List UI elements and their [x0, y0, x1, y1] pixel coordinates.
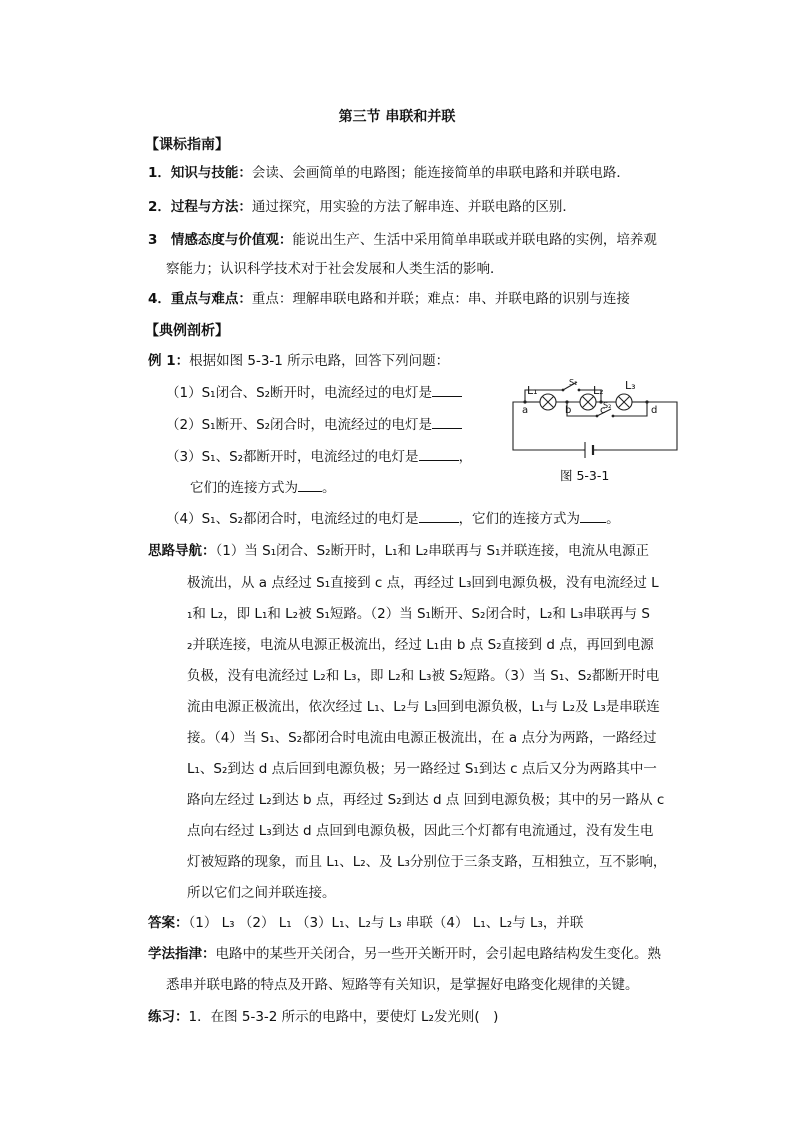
analysis-line: ₁和 L₂，即 L₁和 L₂被 S₁短路。（2）当 S₁断开、S₂闭合时，L₂和 L₃串联再与 S: [187, 606, 650, 622]
question-2-text: （2）S₁断开、S₂闭合时，电流经过的电灯是: [166, 417, 433, 433]
analysis-line: 所以它们之间并联连接。: [187, 885, 336, 901]
label-d: d: [651, 405, 658, 416]
analysis-label: 思路导航：: [148, 543, 216, 559]
method-text: 电路中的某些开关闭合，另一些开关断开时，会引起电路结构发生变化。熟: [215, 946, 661, 962]
analysis-line: L₁、S₂到达 d 点后回到电源负极；另一路经过 S₁到达 c 点后又分为两路其中一: [187, 761, 657, 777]
question-4-end: 。: [606, 511, 620, 527]
label-c: c: [600, 405, 606, 416]
label-s1: S₁: [569, 378, 578, 387]
question-3b-text: 它们的连接方式为: [190, 480, 298, 496]
label-s2: S₂: [603, 401, 612, 410]
example-1-text: 根据如图 5-3-1 所示电路，回答下列问题：: [189, 353, 450, 369]
guide-item-2-label: 2．过程与方法：: [148, 199, 252, 215]
figure-caption: 图 5-3-1: [560, 468, 610, 483]
practice-label: 练习：: [148, 1009, 189, 1025]
analysis-line: 接。（4）当 S₁、S₂都闭合时电流由电源正极流出，在 a 点分为两路，一路经过: [187, 730, 657, 746]
section-heading-examples: 【典例剖析】: [145, 323, 229, 339]
analysis-line: 极流出，从 a 点经过 S₁直接到 c 点，再经过 L₃回到电源负极，没有电流经过 L: [187, 575, 659, 591]
practice-line: [148, 1008, 498, 1026]
question-3: [166, 448, 472, 466]
label-l3: L₃: [625, 379, 636, 392]
answer-blank: [580, 510, 606, 523]
question-1-text: （1）S₁闭合、S₂断开时，电流经过的电灯是: [166, 385, 433, 401]
answer-blank: [432, 416, 462, 429]
analysis-line: ₂并联连接，电流从电源正极流出，经过 L₁由 b 点 S₂直接到 d 点，再回到电源: [187, 637, 654, 653]
question-3b-end: 。: [322, 480, 336, 496]
question-4-text: （4）S₁、S₂都闭合时，电流经过的电灯是: [166, 511, 419, 527]
label-b: b: [565, 405, 572, 416]
guide-item-3-label: 3 情感态度与价值观：: [148, 232, 293, 248]
answer-blank: [298, 479, 322, 492]
answer-line: [148, 914, 583, 932]
guide-item-3-cont: 察能力；认识科学技术对于社会发展和人类生活的影响．: [166, 261, 504, 277]
question-2: [166, 416, 462, 434]
method-label: 学法指津：: [148, 946, 216, 962]
label-l2: L₂: [593, 384, 604, 397]
analysis-text: （1）当 S₁闭合、S₂断开时，L₁和 L₂串联再与 S₁并联连接，电流从电源正: [215, 543, 650, 559]
question-1: [166, 384, 462, 402]
practice-text: 1．在图 5-3-2 所示的电路中，要使灯 L₂发光则( ): [188, 1009, 499, 1025]
example-1-label: 例 1：: [148, 353, 190, 369]
section-heading-guide: 【课标指南】: [145, 137, 229, 153]
question-3b: [190, 479, 336, 497]
analysis-line: 点向右经过 L₃到达 d 点回到电源负极，因此三个灯都有电流通过，没有发生电: [187, 823, 654, 839]
label-a: a: [522, 405, 529, 416]
guide-item-2-text: 通过探究，用实验的方法了解串连、并联电路的区别．: [251, 199, 576, 215]
guide-item-1-text: 会读、会画简单的电路图；能连接简单的串联电路和并联电路．: [251, 165, 630, 181]
analysis-line: 路向左经过 L₂到达 b 点，再经过 S₂到达 d 点 回到电源负极；其中的另一路从 c: [187, 792, 665, 808]
page-title: 第三节 串联和并联: [338, 109, 456, 125]
answer-blank: [419, 510, 459, 523]
answer-blank: [432, 384, 462, 397]
method-line: [148, 945, 661, 963]
answer-label: 答案：: [148, 915, 189, 931]
guide-item-3-text: 能说出生产、生活中采用简单串联或并联电路的实例，培养观: [292, 232, 657, 248]
guide-item-4-text: 重点：理解串联电路和并联；难点：串、并联电路的识别与连接: [251, 291, 630, 307]
question-3-text: （3）S₁、S₂都断开时，电流经过的电灯是: [166, 449, 419, 465]
guide-item-1-label: 1．知识与技能：: [148, 165, 252, 181]
question-4: [166, 510, 620, 528]
method-line-2: 悉串并联电路的特点及开路、短路等有关知识，是掌握好电路变化规律的关键。: [166, 977, 639, 993]
guide-item-4-label: 4．重点与难点：: [148, 291, 252, 307]
guide-item-1: [148, 164, 630, 182]
guide-item-4: [148, 290, 630, 308]
guide-item-3: [148, 231, 657, 249]
answer-text: （1） L₃ （2） L₁ （3）L₁、L₂与 L₃ 串联（4） L₁、L₂与 L₃，并联: [188, 915, 584, 931]
answer-blank: [419, 448, 459, 461]
example-1-intro: [148, 352, 449, 370]
analysis-line: 流由电源正极流出，依次经过 L₁、L₂与 L₃回到电源负极，L₁与 L₂及 L₃是串联连: [187, 699, 660, 715]
label-l1: L₁: [527, 384, 538, 397]
wire-s2-right: [613, 402, 647, 416]
analysis-line: 负极，没有电流经过 L₂和 L₃，即 L₂和 L₃被 S₂短路。（3）当 S₁、S₂都断开时电: [187, 668, 660, 684]
question-3-comma: ，: [458, 449, 473, 465]
analysis-line: 灯被短路的现象，而且 L₁、L₂、及 L₃分别位于三条支路，互相独立，互不影响，: [187, 854, 667, 870]
analysis-line: [148, 542, 649, 560]
question-4b-text: ，它们的连接方式为: [458, 511, 581, 527]
guide-item-2: [148, 198, 576, 216]
